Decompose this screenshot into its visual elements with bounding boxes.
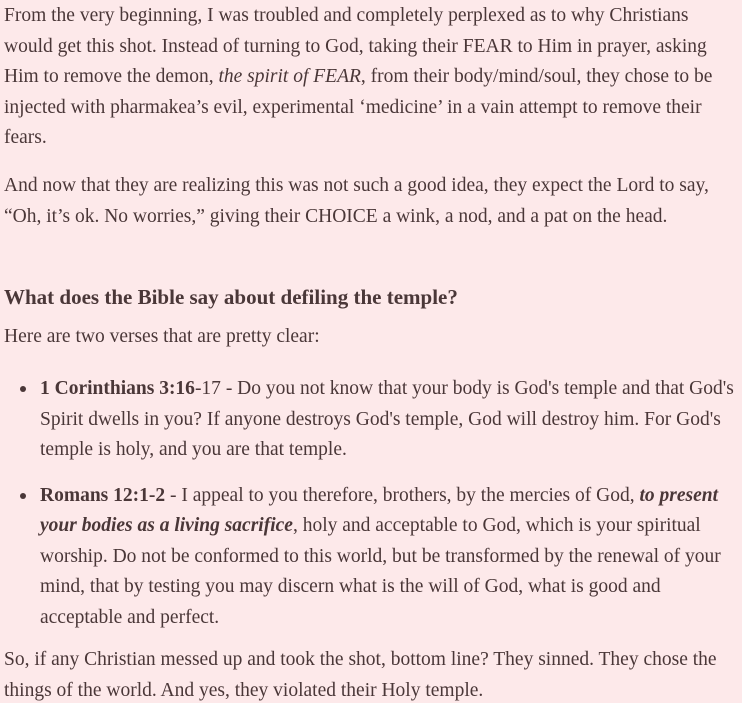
paragraph-intro [4, 1, 738, 154]
verse-emphasis: to present your bodies as a living sacrifice [40, 484, 719, 536]
verse-reference: 1 Corinthians 3:16 [40, 378, 195, 399]
paragraph-realizing: And now that they are realizing this was not such a good idea, they expect the Lord to say, “Oh, it’s ok. No worries,” giving their CHOICE a wink, a nod, and a pat on the head. [4, 175, 709, 227]
list-item-verse-corinthians [4, 374, 738, 466]
verse-text-before: - I appeal to you therefore, brothers, by the mercies of God, [165, 484, 640, 506]
verse-text-after: , holy and acceptable to God, which is your spiritual worship. Do not be conformed to this world, but be transformed by the renewal of your mind, that by testing you may discern what is the will of God, what is good and acceptable and perfect. [40, 515, 721, 628]
section-heading: What does the Bible say about defiling the temple? [4, 285, 458, 309]
verse-text: - Do you not know that your body is God's temple and that God's Spirit dwells in you? If anyone destroys God's temple, God will destroy him. For God's temple is holy, and you are that temple. [40, 378, 734, 460]
paragraph-intro-emphasis: the spirit of FEAR [218, 66, 361, 87]
list-item-verse-romans [4, 481, 738, 634]
paragraph-intro-text-1: From the very beginning, I was troubled and completely perplexed as to why Christians would get this shot. Instead of turning to God, taking their FEAR to Him in prayer, asking Him to remove the demon, [4, 5, 707, 87]
paragraph-conclusion: So, if any Christian messed up and took the shot, bottom line? They sinned. They chose the things of the world. And yes, they violated their Holy temple. [4, 649, 717, 701]
bullet-icon [20, 493, 26, 499]
paragraph-intro-text-2: , from their body/mind/soul, they chose to be injected with pharmakea’s evil, experimental ‘medicine’ in a vain attempt to remove their fears. [4, 66, 713, 148]
verse-list [4, 374, 738, 648]
verse-reference-suffix: -17 [194, 378, 221, 399]
bullet-icon [20, 386, 26, 392]
paragraph-verses-intro: Here are two verses that are pretty clear: [4, 326, 320, 347]
verse-reference: Romans 12:1-2 [40, 484, 166, 506]
